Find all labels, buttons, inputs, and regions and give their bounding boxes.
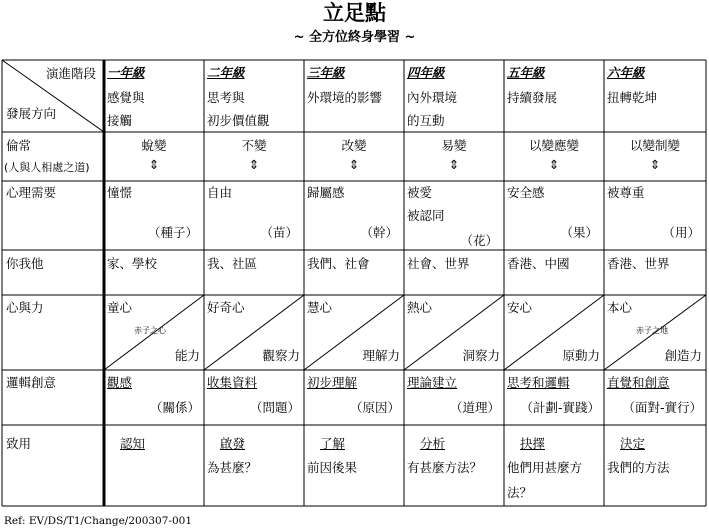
- grade-description: 感覺與: [107, 90, 145, 105]
- ethics-value: 不變: [241, 138, 267, 153]
- social-circle-value: 家、學校: [107, 256, 158, 271]
- social-circle-value: 我、社區: [207, 256, 258, 271]
- social-circle-value: 我們、社會: [307, 256, 370, 271]
- power-value: 洞察力: [462, 348, 500, 363]
- grade-description: 初步價值觀: [207, 113, 270, 128]
- heart-value: 本心: [607, 300, 633, 315]
- application-detail: 前因後果: [307, 460, 358, 475]
- row-sublabel-ethics: (人與人相處之道): [4, 161, 90, 174]
- grade-description: 的互動: [407, 113, 445, 128]
- grade-header: 五年級: [507, 65, 545, 80]
- grade-description: 持續發展: [507, 90, 558, 105]
- heart-value: 童心: [107, 300, 133, 315]
- power-value: 原動力: [562, 348, 600, 363]
- application-detail: 為甚麼？: [207, 460, 258, 475]
- grade-header: 一年級: [107, 65, 145, 80]
- psych-need-value: 安全感: [507, 185, 545, 200]
- grade-description: 接觸: [107, 113, 133, 128]
- logic-note: （問題）: [249, 400, 300, 415]
- social-circle-value: 香港、中國: [507, 256, 570, 271]
- row-label-needs: 心理需要: [6, 185, 57, 200]
- application-value: 決定: [620, 436, 646, 451]
- row-label-circle: 你我他: [6, 256, 44, 271]
- application-value: 分析: [420, 436, 446, 451]
- social-circle-value: 香港、世界: [607, 256, 670, 271]
- row-label-logic: 邏輯創意: [6, 375, 57, 390]
- application-detail: 有甚麼方法？: [407, 460, 483, 475]
- grade-header: 二年級: [207, 65, 245, 80]
- power-value: 觀察力: [262, 348, 300, 363]
- psych-need-value: 自由: [207, 185, 233, 200]
- growth-stage-note: （花）: [460, 233, 498, 248]
- application-detail: 法？: [507, 485, 533, 500]
- row-label-use: 致用: [6, 436, 32, 451]
- psych-need-value: 被愛: [407, 185, 433, 200]
- corner-direction-label: 發展方向: [6, 106, 57, 121]
- grade-description: 扭轉乾坤: [607, 90, 658, 105]
- grade-header: 六年級: [607, 65, 645, 80]
- updown-arrow-icon: ⇕: [148, 157, 160, 172]
- heart-note: 赤子之心: [134, 326, 166, 335]
- updown-arrow-icon: ⇕: [448, 157, 460, 172]
- logic-value: 理論建立: [407, 375, 458, 390]
- application-detail: 我們的方法: [607, 460, 670, 475]
- psych-need-value: 被尊重: [607, 185, 645, 200]
- grade-description: 思考與: [207, 90, 245, 105]
- growth-stage-note: （果）: [560, 225, 598, 240]
- logic-note: （道理）: [449, 400, 500, 415]
- ethics-value: 以變應變: [528, 138, 579, 153]
- page-title: 立足點: [323, 1, 386, 25]
- ethics-value: 蛻變: [141, 138, 167, 153]
- grade-header: 四年級: [407, 65, 445, 80]
- growth-stage-note: （用）: [662, 225, 700, 240]
- power-value: 能力: [174, 348, 200, 363]
- reference-code: Ref: EV/DS/T1/Change/200307-001: [4, 515, 193, 527]
- logic-value: 思考和邏輯: [507, 375, 570, 390]
- ethics-value: 改變: [341, 138, 367, 153]
- psych-need-value: 被認同: [407, 208, 445, 223]
- psych-need-value: 憧憬: [107, 185, 133, 200]
- heart-note: 赤子之地: [636, 326, 668, 335]
- growth-stage-note: （種子）: [147, 225, 198, 240]
- social-circle-value: 社會、世界: [407, 256, 470, 271]
- logic-note: （關係）: [149, 400, 200, 415]
- application-value: 認知: [120, 436, 146, 451]
- grade-description: 內外環境: [407, 90, 458, 105]
- application-value: 抉擇: [520, 436, 546, 451]
- heart-value: 慧心: [307, 300, 333, 315]
- application-value: 了解: [320, 436, 346, 451]
- application-detail: 他們用甚麼方: [507, 460, 583, 475]
- heart-value: 好奇心: [207, 300, 245, 315]
- logic-note: （原因）: [349, 400, 400, 415]
- logic-note: （計劃-實踐）: [520, 400, 600, 415]
- growth-stage-note: （苗）: [260, 225, 298, 240]
- row-label-ethics: 倫常: [6, 138, 32, 153]
- psych-need-value: 歸屬感: [307, 185, 345, 200]
- updown-arrow-icon: ⇕: [348, 157, 360, 172]
- updown-arrow-icon: ⇕: [548, 157, 560, 172]
- application-value: 啟發: [220, 436, 246, 451]
- grade-header: 三年級: [307, 65, 345, 80]
- heart-value: 熱心: [407, 300, 433, 315]
- ethics-value: 以變制變: [629, 138, 680, 153]
- heart-value: 安心: [507, 300, 533, 315]
- row-label-heart: 心與力: [6, 300, 44, 315]
- corner-stage-label: 演進階段: [46, 66, 97, 81]
- grade-description: 外環境的影響: [307, 90, 383, 105]
- power-value: 創造力: [664, 348, 702, 363]
- power-value: 理解力: [362, 348, 400, 363]
- updown-arrow-icon: ⇕: [248, 157, 260, 172]
- logic-value: 初步理解: [307, 375, 358, 390]
- page-subtitle: ~ 全方位終身學習 ~: [293, 30, 416, 45]
- logic-value: 觀感: [107, 375, 133, 390]
- logic-value: 直覺和創意: [607, 375, 670, 390]
- ethics-value: 易變: [441, 138, 467, 153]
- logic-note: （面對-實行）: [622, 400, 702, 415]
- logic-value: 收集資料: [207, 375, 258, 390]
- growth-stage-note: （幹）: [360, 225, 398, 240]
- updown-arrow-icon: ⇕: [649, 157, 661, 172]
